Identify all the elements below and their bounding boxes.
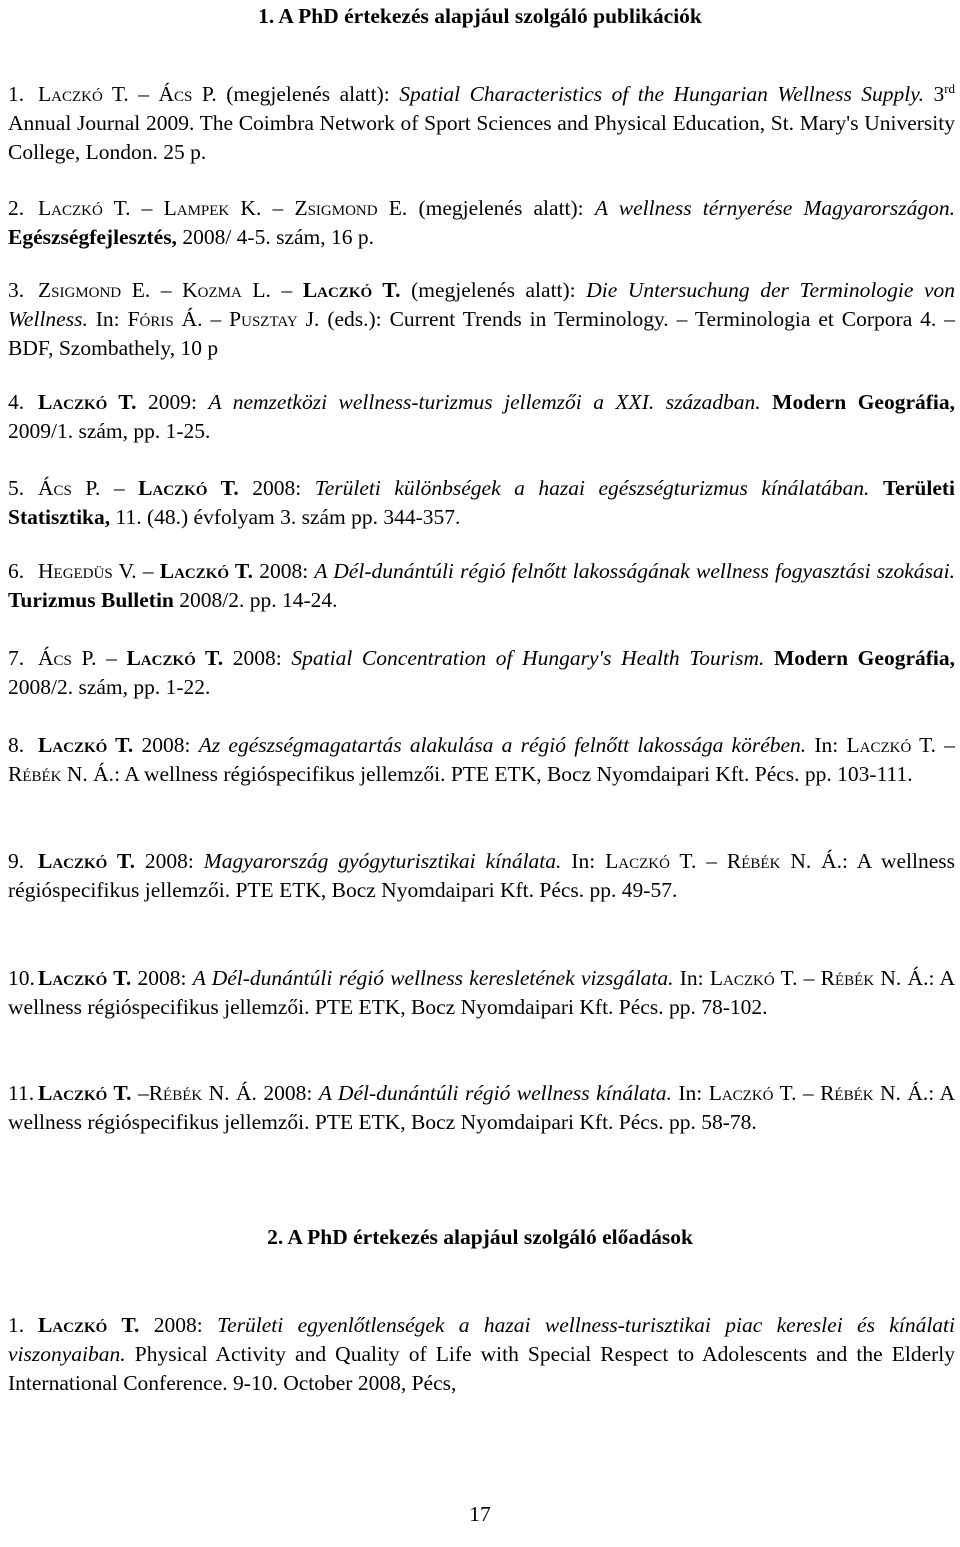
publication-item-3 — [8, 276, 955, 363]
separator: – — [797, 966, 821, 990]
section-heading-publications: 1. A PhD értekezés alapjául szolgáló publikációk — [258, 4, 702, 28]
text: In: — [806, 733, 847, 757]
text: Physical Activity and Quality of Life with Special Respect to Adolescents and the Elderly International Conference. 9-10. October 2008, Pécs, — [8, 1342, 955, 1395]
editor: Pusztay J. — [229, 307, 320, 331]
publication-item-9 — [8, 847, 955, 905]
separator: – — [131, 1081, 149, 1105]
journal-name: Modern Geográfia, — [774, 646, 955, 670]
author: Kozma L. — [182, 278, 271, 302]
editor: Rébék N. Á. — [726, 849, 843, 873]
separator: – — [936, 733, 956, 757]
item-number: 8. — [8, 733, 25, 757]
publication-title: Die Untersuchung der Terminologie von Wellness. — [8, 278, 955, 331]
item-number: 10. — [8, 966, 35, 990]
text: 2008: — [253, 559, 315, 583]
author: Laczkó T. — [38, 849, 135, 873]
author: Laczkó T. — [38, 390, 137, 414]
author: Laczkó T. — [38, 1313, 140, 1337]
editor: Fóris Á. — [127, 307, 203, 331]
author: Laczkó T. — [138, 476, 239, 500]
text: 2009/1. szám, pp. 1-25. — [8, 419, 211, 443]
author: Zsigmond E. — [38, 278, 151, 302]
author: Laczkó T. — [159, 559, 254, 583]
text: (megjelenés alatt): — [216, 82, 400, 106]
separator: – — [261, 196, 295, 220]
editor: Laczkó T. — [708, 1081, 797, 1105]
journal-name: Területi Statisztika, — [8, 476, 955, 529]
text: 2008: — [256, 1081, 319, 1105]
text: : A wellness régióspecifikus jellemzői. PTE ETK, Bocz Nyomdaipari Kft. Pécs. pp. 103-111. — [114, 762, 913, 786]
page-number: 17 — [469, 1502, 491, 1526]
superscript: rd — [944, 80, 956, 96]
item-number: 2. — [8, 196, 25, 220]
publication-title: Az egészségmagatartás alakulása a régió felnőtt lakossága körében. — [198, 733, 807, 757]
editor: Laczkó T. — [846, 733, 937, 757]
item-number: 9. — [8, 849, 25, 873]
separator: – — [270, 278, 303, 302]
text: 2008: — [131, 966, 193, 990]
text: In: — [673, 966, 710, 990]
item-number: 4. — [8, 390, 25, 414]
publication-title: A wellness térnyerése Magyarországon. — [594, 196, 955, 220]
talk-item-1 — [8, 1311, 955, 1398]
editor: Laczkó T. — [709, 966, 798, 990]
item-number: 1. — [8, 1313, 25, 1337]
text: : A wellness régióspecifikus jellemzői. PTE ETK, Bocz Nyomdaipari Kft. Pécs. pp. 58-78. — [8, 1081, 956, 1134]
item-number: 5. — [8, 476, 25, 500]
publication-title: A Dél-dunántúli régió wellness kínálata. — [318, 1081, 672, 1105]
publication-item-1 — [8, 80, 955, 167]
separator: – — [96, 646, 127, 670]
separator: – — [136, 559, 160, 583]
separator: – — [130, 196, 164, 220]
text — [761, 390, 772, 414]
text: : A wellness régióspecifikus jellemzői. PTE ETK, Bocz Nyomdaipari Kft. Pécs. pp. 49-57. — [8, 849, 956, 902]
text: 2008: — [133, 733, 199, 757]
text: 2008/2. pp. 14-24. — [173, 588, 338, 612]
text: : A wellness régióspecifikus jellemzői. PTE ETK, Bocz Nyomdaipari Kft. Pécs. pp. 78-102. — [8, 966, 955, 1019]
author: Ács P. — [38, 646, 97, 670]
publication-item-6 — [8, 557, 955, 615]
journal-name: Egészségfejlesztés, — [8, 225, 177, 249]
separator: – — [128, 82, 159, 106]
author: Hegedüs V. — [38, 559, 137, 583]
text: 2008: — [223, 646, 292, 670]
text: (megjelenés alatt): — [400, 278, 587, 302]
author: Ács P. — [158, 82, 217, 106]
publication-title: A nemzetközi wellness-turizmus jellemzői a XXI. században. — [208, 390, 761, 414]
text: 2008: — [139, 1313, 218, 1337]
text — [869, 476, 883, 500]
journal-name: Modern Geográfia, — [772, 390, 956, 414]
editor: Rébék N. Á. — [820, 1081, 929, 1105]
item-number: 3. — [8, 278, 25, 302]
separator: – — [796, 1081, 821, 1105]
text: In: — [671, 1081, 709, 1105]
text: 2008: — [134, 849, 204, 873]
talk-title: Területi egyenlőtlenségek a hazai wellness-turisztikai piac kereslei és kínálati viszonyaiban. — [8, 1313, 955, 1366]
publication-item-7 — [8, 644, 955, 702]
publication-item-11 — [8, 1079, 955, 1137]
text: In: — [561, 849, 606, 873]
editor: Rébék N. Á. — [820, 966, 929, 990]
item-number: 6. — [8, 559, 25, 583]
text: In: — [87, 307, 128, 331]
publication-title: Magyarország gyógyturisztikai kínálata. — [203, 849, 562, 873]
separator: – — [202, 307, 230, 331]
editor: Laczkó T. — [605, 849, 697, 873]
separator: – — [100, 476, 139, 500]
text: (eds.): Current Trends in Terminology. – Terminologia et Corpora 4. – BDF, Szombathely, 10 p — [8, 307, 955, 360]
author: Zsigmond E. — [294, 196, 408, 220]
author: Lampek K. — [163, 196, 262, 220]
author: Laczkó T. — [38, 1081, 132, 1105]
text — [764, 646, 774, 670]
text: 2009: — [136, 390, 209, 414]
text: (megjelenés alatt): — [407, 196, 595, 220]
author: Laczkó T. — [38, 733, 134, 757]
author: Laczkó T. — [126, 646, 224, 670]
text: 2008: — [238, 476, 315, 500]
text: 3 — [923, 82, 945, 106]
publication-item-10 — [8, 964, 955, 1022]
author: Laczkó T. — [38, 966, 132, 990]
publication-item-8 — [8, 731, 955, 789]
publication-item-2 — [8, 194, 955, 252]
journal-name: Turizmus Bulletin — [8, 588, 174, 612]
separator: – — [696, 849, 727, 873]
publication-title: A Dél-dunántúli régió felnőtt lakosságának wellness fogyasztási szokásai. — [314, 559, 956, 583]
publication-title: Területi különbségek a hazai egészségturizmus kínálatában. — [314, 476, 870, 500]
text: 2008/2. szám, pp. 1-22. — [8, 675, 211, 699]
author: Ács P. — [38, 476, 101, 500]
editor: Rébék N. Á. — [8, 762, 115, 786]
publication-title: A Dél-dunántúli régió wellness keresletének vizsgálata. — [192, 966, 674, 990]
author: Laczkó T. — [302, 278, 401, 302]
publication-item-5 — [8, 474, 955, 532]
item-number: 7. — [8, 646, 25, 670]
separator: – — [150, 278, 183, 302]
section-heading-talks: 2. A PhD értekezés alapjául szolgáló előadások — [267, 1225, 693, 1249]
publication-item-4 — [8, 388, 955, 446]
text: Annual Journal 2009. The Coimbra Network of Sport Sciences and Physical Education, St. Mary's University College, London. 25 p. — [8, 111, 955, 164]
publication-title: Spatial Concentration of Hungary's Health Tourism. — [291, 646, 765, 670]
author: Laczkó T. — [38, 196, 131, 220]
text: 11. (48.) évfolyam 3. szám pp. 344-357. — [110, 505, 461, 529]
item-number: 1. — [8, 82, 25, 106]
text: 2008/ 4-5. szám, 16 p. — [176, 225, 374, 249]
author: Rébék N. Á. — [148, 1081, 257, 1105]
publication-title: Spatial Characteristics of the Hungarian Wellness Supply. — [399, 82, 924, 106]
item-number: 11. — [8, 1081, 35, 1105]
author: Laczkó T. — [38, 82, 129, 106]
